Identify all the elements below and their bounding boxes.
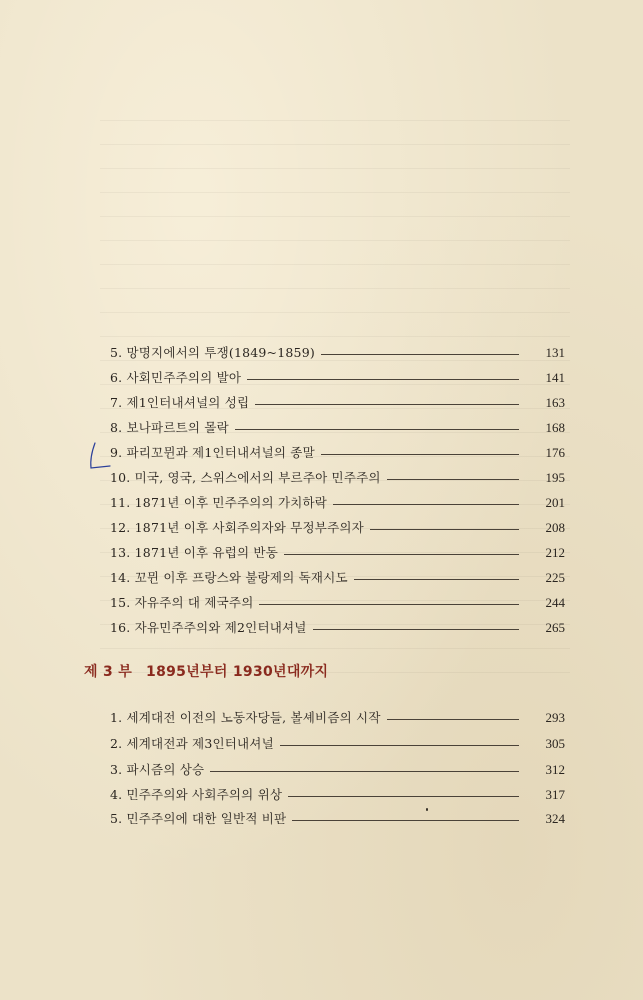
toc-leader-line xyxy=(333,504,519,505)
toc-leader-line xyxy=(288,796,519,797)
toc-entry-title: 12. 1871년 이후 사회주의자와 무정부주의자 xyxy=(110,520,364,535)
toc-entry-title: 13. 1871년 이후 유럽의 반동 xyxy=(110,545,278,560)
toc-entry-page: 141 xyxy=(545,370,565,385)
toc-leader-line xyxy=(284,554,519,555)
toc-entry-page: 324 xyxy=(545,811,565,826)
toc-entry-title: 1. 세계대전 이전의 노동자당들, 볼셰비즘의 시작 xyxy=(110,710,381,725)
toc-leader-line xyxy=(210,771,519,772)
toc-leader-line xyxy=(313,629,519,630)
toc-entry-title: 5. 민주주의에 대한 일반적 비판 xyxy=(110,811,287,826)
toc-entry-page: 168 xyxy=(545,420,565,435)
toc-entry xyxy=(110,418,565,438)
toc-entry xyxy=(110,708,565,728)
toc-leader-line xyxy=(292,820,519,821)
toc-entry-page: 131 xyxy=(545,345,565,360)
toc-leader-line xyxy=(387,479,519,480)
toc-entry-title: 2. 세계대전과 제3인터내셔널 xyxy=(110,736,274,751)
pen-check-mark xyxy=(86,439,112,473)
toc-entry-title: 14. 꼬뮌 이후 프랑스와 불랑제의 독재시도 xyxy=(110,570,348,585)
toc-leader-line xyxy=(321,354,519,355)
toc-entry xyxy=(110,809,565,829)
toc-entry-page: 201 xyxy=(545,495,565,510)
toc-entry-page: 176 xyxy=(545,445,565,460)
toc-entry-title: 5. 망명지에서의 투쟁(1849~1859) xyxy=(110,345,315,360)
toc-entry-title: 8. 보나파르트의 몰락 xyxy=(110,420,229,435)
toc-leader-line xyxy=(259,604,519,605)
toc-leader-line xyxy=(247,379,519,380)
toc-leader-line xyxy=(354,579,519,580)
part3-heading xyxy=(84,660,328,682)
toc-entry xyxy=(110,543,565,563)
toc-entry-page: 305 xyxy=(545,736,565,751)
toc-entry-page: 265 xyxy=(545,620,565,635)
toc-leader-line xyxy=(387,719,519,720)
toc-entry xyxy=(110,593,565,613)
toc-entry-title: 3. 파시즘의 상승 xyxy=(110,762,205,777)
toc-entry xyxy=(110,393,565,413)
ink-speck xyxy=(426,808,428,811)
toc-entry xyxy=(110,568,565,588)
toc-entry-title: 16. 자유민주주의와 제2인터내셔널 xyxy=(110,620,307,635)
toc-entry-title: 15. 자유주의 대 제국주의 xyxy=(110,595,254,610)
toc-entry-page: 225 xyxy=(545,570,565,585)
toc-entry-page: 317 xyxy=(545,787,565,802)
toc-entry-title: 4. 민주주의와 사회주의의 위상 xyxy=(110,787,283,802)
toc-entry-page: 244 xyxy=(545,595,565,610)
toc-entry xyxy=(110,343,565,363)
toc-entry xyxy=(110,443,565,463)
toc-leader-line xyxy=(370,529,519,530)
toc-entry-title: 11. 1871년 이후 민주주의의 가치하락 xyxy=(110,495,328,510)
part3-label: 제 3 부 xyxy=(84,664,133,680)
toc-entry-page: 312 xyxy=(545,762,565,777)
toc-entry-title: 10. 미국, 영국, 스위스에서의 부르주아 민주주의 xyxy=(110,470,381,485)
toc-leader-line xyxy=(280,745,519,746)
toc-entry-page: 208 xyxy=(545,520,565,535)
toc-entry xyxy=(110,760,565,780)
toc-entry xyxy=(110,734,565,754)
toc-entry-page: 195 xyxy=(545,470,565,485)
part3-title: 1895년부터 1930년대까지 xyxy=(146,664,329,680)
toc-entry xyxy=(110,618,565,638)
toc-entry-page: 212 xyxy=(545,545,565,560)
toc-leader-line xyxy=(235,429,519,430)
toc-entry xyxy=(110,518,565,538)
toc-entry xyxy=(110,468,565,488)
toc-leader-line xyxy=(255,404,519,405)
toc-entry-title: 6. 사회민주주의의 발아 xyxy=(110,370,242,385)
toc-entry xyxy=(110,785,565,805)
toc-entry-page: 163 xyxy=(545,395,565,410)
toc-leader-line xyxy=(321,454,519,455)
toc-entry-title: 7. 제1인터내셔널의 성립 xyxy=(110,395,250,410)
toc-entry xyxy=(110,493,565,513)
toc-entry-title: 9. 파리꼬뮌과 제1인터내셔널의 종말 xyxy=(110,445,315,460)
toc-entry-page: 293 xyxy=(545,710,565,725)
toc-entry xyxy=(110,368,565,388)
